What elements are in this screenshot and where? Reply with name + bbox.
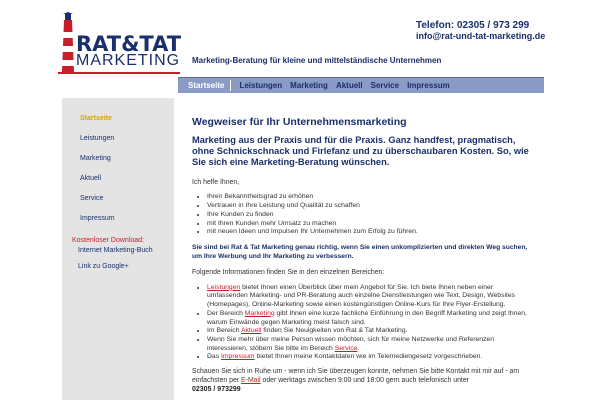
list-item: • mit Ihren Kunden mehr Umsatz zu machen [207, 220, 532, 229]
sidebar-item-leistungen[interactable]: Leistungen [80, 135, 115, 142]
area-text: bietet Ihnen einen Überblick über mein Angebot für Sie. Ich biete Ihnen neben einer umfassenden Marketing- und PR-Beratung auch einzelne Dienstleistungen wie Text, Design, Websites (Homepages), Online-Marketing sowie einen kostengünstigen Online-Kurs für Ihre Flyer-Erstellung. [207, 283, 516, 309]
main-content [192, 116, 532, 393]
header-phone: Telefon: 02305 / 973 299 [416, 20, 530, 31]
area-text: gibt Ihnen eine kurze fachliche Einführung in den Begriff Marketing und zeigt Ihnen, warum Einwände gegen Marketing meist falsch sind. [207, 309, 527, 326]
closing-phone: 02305 / 973299 [192, 385, 241, 393]
list-item [207, 327, 532, 336]
sidebar [62, 98, 174, 400]
area-text: bietet Ihnen meine Kontaktdaten wie im Telemediengesetz vorgeschrieben. [254, 353, 483, 361]
list-item [207, 353, 532, 362]
sidebar-google-link[interactable]: Link zu Google+ [78, 263, 129, 270]
area-text: finden Sie Neuigkeiten von Rat & Tat Marketing. [261, 327, 408, 335]
nav-separator [230, 80, 231, 91]
link-service[interactable]: Service [334, 344, 358, 352]
area-pre: Der Bereich [207, 309, 245, 317]
closing-post: oder werktags zwischen 9:00 und 18:00 gern auch telefonisch unter [260, 376, 469, 384]
lighthouse-logo-icon [58, 12, 78, 74]
sidebar-item-impressum[interactable]: Impressum [80, 215, 115, 222]
tagline: Marketing-Beratung für kleine und mittelständische Unternehmen [192, 56, 442, 65]
help-list [192, 193, 532, 237]
nav-startseite[interactable]: Startseite [188, 81, 225, 90]
area-text: . [357, 344, 360, 352]
sidebar-item-service[interactable]: Service [80, 195, 104, 202]
link-aktuell[interactable]: Aktuell [241, 327, 262, 335]
sidebar-item-aktuell[interactable]: Aktuell [80, 175, 102, 182]
logo-underline [58, 72, 180, 74]
list-item: • Ihren Bekanntheitsgrad zu erhöhen [207, 193, 532, 202]
top-navigation [178, 77, 544, 93]
header [0, 0, 600, 76]
link-leistungen[interactable]: Leistungen [207, 283, 241, 291]
nav-impressum[interactable]: Impressum [407, 81, 450, 90]
list-item [207, 284, 532, 310]
nav-service[interactable]: Service [370, 81, 400, 90]
nav-marketing[interactable]: Marketing [290, 81, 328, 90]
list-item: • Vertrauen in Ihre Leistung und Qualität zu schaffen [207, 202, 532, 211]
sidebar-download-link[interactable]: Internet Marketing-Buch [78, 247, 153, 254]
sidebar-item-startseite[interactable]: Startseite [80, 115, 112, 122]
closing-pre: Schauen Sie sich in Ruhe um - wenn ich Sie überzeugen konnte, nehmen Sie bitte Kontakt mit mir auf - am einfachsten per [192, 368, 520, 384]
list-item [207, 310, 532, 327]
help-lead: Ich helfe Ihnen, [192, 178, 240, 186]
link-marketing[interactable]: Marketing [244, 309, 275, 317]
list-item: • Ihre Kunden zu finden [207, 211, 532, 220]
list-item: • mit neuen Ideen und Impulsen Ihr Unternehmen zum Erfolg zu führen. [207, 228, 532, 237]
closing-text [192, 368, 532, 386]
nav-aktuell[interactable]: Aktuell [335, 81, 363, 90]
areas-list [192, 284, 532, 362]
area-pre: Im Bereich [207, 327, 241, 335]
area-pre: Das [207, 353, 221, 361]
areas-lead: Folgende Informationen finden Sie in den einzelnen Bereichen: [192, 268, 385, 276]
email-link[interactable]: E-Mail [241, 376, 261, 384]
link-impressum[interactable]: Impressum [220, 353, 255, 361]
sidebar-download-label: Kostenloser Download: [72, 237, 144, 244]
highlight-text: Sie sind bei Rat & Tat Marketing genau richtig, wenn Sie einen unkomplizierten und direkten Weg suchen, um Ihre Werbung und Ihr Marketing zu verbessern. [192, 243, 528, 260]
sidebar-item-marketing[interactable]: Marketing [80, 155, 111, 162]
logo-text-top: RAT&TAT [76, 32, 182, 56]
header-email[interactable]: info@rat-und-tat-marketing.de [416, 31, 546, 41]
logo-text-bottom: MARKETING [76, 52, 181, 69]
list-item [207, 336, 532, 353]
nav-leistungen[interactable]: Leistungen [239, 81, 283, 90]
area-pre: Wenn Sie mehr über meine Person wissen möchten, sich für meine Netzwerke und Referenzen interessieren, stöbern Sie bitte im Bereich [207, 335, 494, 352]
page-title: Wegweiser für Ihr Unternehmensmarketing [192, 116, 407, 128]
intro-text: Marketing aus der Praxis und für die Praxis. Ganz handfest, pragmatisch, ohne Schnickschnack und Firlefanz und zu überschaubaren Kosten. So, wie Sie sich eine Marketing-Beratung wünschen. [192, 135, 529, 168]
